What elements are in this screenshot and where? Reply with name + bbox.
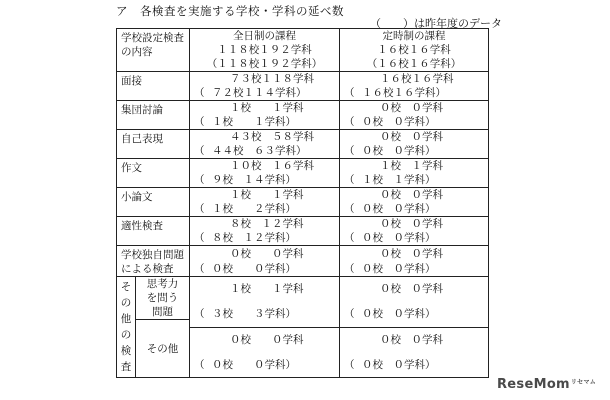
- full-time-count: １校 １学科: [190, 188, 340, 203]
- part-time-count-prev: （ １６校１６学科）: [340, 86, 489, 101]
- full-time-total-prev: （１１８校１９２学科）: [190, 57, 340, 72]
- part-time-count: ０校 ０学科: [340, 217, 489, 232]
- part-time-count: ０校 ０学科: [340, 188, 489, 203]
- previous-year-note: （ ）は昨年度のデータ: [370, 17, 502, 30]
- full-time-count: ８校 １２学科: [190, 217, 340, 232]
- full-time-count: １０校 １６学科: [190, 159, 340, 174]
- part-time-count-prev: （ ０校 ０学科）: [340, 202, 489, 217]
- exam-type-label: 適性検査: [117, 217, 190, 246]
- part-time-count: １６校１６学科: [340, 72, 489, 87]
- part-time-header: 定時制の課程: [340, 29, 489, 44]
- part-time-total: １６校１６学科: [340, 43, 489, 57]
- part-time-count-prev: （ ０校 ０学科）: [340, 231, 489, 246]
- exam-type-label: 小論文: [117, 188, 190, 217]
- part-time-count: ０校 ０学科: [340, 101, 489, 116]
- table-row: [117, 159, 489, 174]
- misc-exam-label: その他: [146, 342, 179, 355]
- exam-type-label: 作文: [117, 159, 190, 188]
- exam-type-label: 集団討論: [117, 101, 190, 130]
- full-time-count-prev: （ １校 ２学科）: [190, 202, 340, 217]
- unique-exam-label: 学校独自問題 による検査: [117, 246, 190, 277]
- full-time-header: 全日制の課程: [190, 29, 340, 44]
- part-time-count: １校 １学科: [340, 159, 489, 174]
- section-title: ア 各検査を実施する学校・学科の延べ数: [116, 4, 344, 18]
- full-time-count-prev: （ ９校 １４学科）: [190, 173, 340, 188]
- part-time-count: ０校 ０学科: [340, 130, 489, 145]
- full-time-count: １校 １学科: [190, 101, 340, 116]
- full-time-total: １１８校１９２学科: [190, 43, 340, 57]
- table-row: [117, 130, 489, 145]
- full-time-count-prev: （ ４４校 ６３学科）: [190, 144, 340, 159]
- part-time-count-prev: （ ０校 ０学科）: [340, 144, 489, 159]
- table-row: [117, 101, 489, 116]
- part-time-count-prev: （ ０校 ０学科）: [340, 115, 489, 130]
- full-time-count: ４３校 ５８学科: [190, 130, 340, 145]
- resemom-logo: ReseMom$^{リセマム}$: [497, 377, 597, 392]
- header-row: [117, 29, 489, 44]
- table-row: [117, 188, 489, 203]
- table-row: 学校独自問題 による検査 ０校 ０学科 ０校 ０学科: [117, 246, 489, 262]
- exam-type-label: 自己表現: [117, 130, 190, 159]
- table-row: [117, 217, 489, 232]
- full-time-count-prev: （ ８校 １２学科）: [190, 231, 340, 246]
- exam-count-table: 学校設定検査 の内容 全日制の課程 定時制の課程 １１８校１９２学科 １６校１６学科 （１１８校１９２学科） （１６校１６学科） 面接 ７３校１１８学科 １６校１６学科 （ ７２校１１４学科） （ １６校１６学科） 集団討論 １校 １学科 ０校 ０学科 （ １校 １学科） （ ０校 ０学科） 自己表現 ４３校 ５８学科 ０校 ０学科 （ ４４校 ６３学科） （ ０校 ０学科） 作文 １０校 １６学科 １校 １学科 （ ９校 １４学科） （ １校 １学科） 小論文 １校 １学科 ０校 ０学科 （ １校 ２学科） （ ０校 ０学科） 適性検査 ８校 １２学科 ０校 ０学科 （ ８校 １２学科） （ ０校 ０学科） 学校独自問題 による検査 ０校 ０学科 ０校 ０学科 （ ０校 ０学科） （ ０校 ０学科） そ の 他 の 検 査 思考力 を問う 問題 その他 １校 １学科 ０校 ０学科 （ ３校 ３学科） （ ０校 ０学科） ０校 ０学科 ０校 ０学科 （ ０校 ０学科） （ ０校 ０学科）: [116, 28, 489, 378]
- header-content-label: 学校設定検査 の内容: [117, 29, 190, 72]
- other-group-label: そ の 他 の 検 査: [120, 281, 132, 373]
- part-time-total-prev: （１６校１６学科）: [340, 57, 489, 72]
- table-row: そ の 他 の 検 査 思考力 を問う 問題 その他 １校 １学科 ０校 ０学科: [117, 277, 489, 302]
- table-row: [117, 72, 489, 87]
- thinking-exam-label: 思考力 を問う 問題: [136, 277, 189, 320]
- other-exam-group: [117, 277, 190, 378]
- full-time-count: ７３校１１８学科: [190, 72, 340, 87]
- full-time-count-prev: （ ７２校１１４学科）: [190, 86, 340, 101]
- exam-type-label: 面接: [117, 72, 190, 101]
- part-time-count-prev: （ １校 １学科）: [340, 173, 489, 188]
- full-time-count-prev: （ １校 １学科）: [190, 115, 340, 130]
